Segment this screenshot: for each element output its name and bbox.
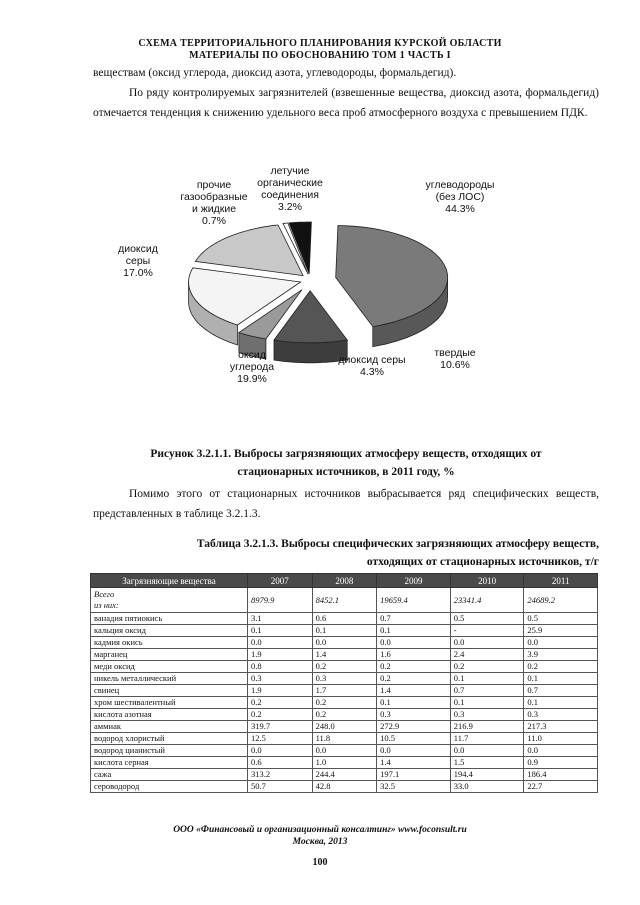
pie-slice <box>195 225 303 276</box>
emission-value: 197.1 <box>377 769 451 781</box>
emission-value: 0.0 <box>377 745 451 757</box>
emission-value: 1.9 <box>248 685 313 697</box>
emission-value: 3.1 <box>248 613 313 625</box>
emission-value: 0.2 <box>377 673 451 685</box>
slice-name-label: углеводороды <box>425 179 495 191</box>
emission-value: 50.7 <box>248 781 313 793</box>
footer <box>0 824 640 848</box>
slice-value-label: 17.0% <box>123 267 153 279</box>
slice-name-label: твердые <box>434 347 476 359</box>
total-label-line-2: из них: <box>94 600 119 610</box>
emission-value: 11.0 <box>524 733 598 745</box>
header-year: 2007 <box>248 574 313 588</box>
emission-value: 1.4 <box>312 649 377 661</box>
slice-value-label: 44.3% <box>445 203 475 215</box>
total-value: 19659.4 <box>377 588 451 613</box>
emission-value: 0.2 <box>312 697 377 709</box>
table-row <box>91 697 598 709</box>
header-substance: Загрязняющие вещества <box>91 574 248 588</box>
emission-value: 25.9 <box>524 625 598 637</box>
table-row <box>91 685 598 697</box>
slice-label <box>434 347 475 371</box>
emission-value: 0.1 <box>312 625 377 637</box>
emission-value: 0.2 <box>312 709 377 721</box>
emission-value: 0.3 <box>524 709 598 721</box>
substance-name: ванадия пятиокись <box>91 613 248 625</box>
substance-name: марганец <box>91 649 248 661</box>
emission-value: 1.4 <box>377 685 451 697</box>
header-year: 2010 <box>450 574 524 588</box>
slice-label <box>257 165 323 213</box>
emission-value: 0.3 <box>248 673 313 685</box>
header-year: 2008 <box>312 574 377 588</box>
substance-name: кадмия окись <box>91 637 248 649</box>
table-row <box>91 757 598 769</box>
substance-name: водород хлористый <box>91 733 248 745</box>
substance-name: сажа <box>91 769 248 781</box>
emission-value: 12.5 <box>248 733 313 745</box>
paragraph-2: По ряду контролируемых загрязнителей (взвешенные вещества, диоксид азота, формальдегид) отмечается тенденция к снижению удельного веса проб атмосферного воздуха с превышением ПДК. <box>93 87 599 119</box>
emission-value: 1.6 <box>377 649 451 661</box>
emissions-table <box>90 573 598 793</box>
header-line-1: СХЕМА ТЕРРИТОРИАЛЬНОГО ПЛАНИРОВАНИЯ КУРСКОЙ ОБЛАСТИ <box>138 38 502 49</box>
emission-value: 0.2 <box>377 661 451 673</box>
emission-value: 194.4 <box>450 769 524 781</box>
emission-value: 313.2 <box>248 769 313 781</box>
emission-value: 0.0 <box>312 745 377 757</box>
emission-value: 319.7 <box>248 721 313 733</box>
table-row <box>91 733 598 745</box>
emission-value: 1.0 <box>312 757 377 769</box>
table-row <box>91 637 598 649</box>
slice-label <box>230 349 274 385</box>
emission-value: 0.2 <box>450 661 524 673</box>
emission-value: 1.4 <box>377 757 451 769</box>
slice-name-label: углерода <box>229 361 275 373</box>
emission-value: 0.0 <box>248 745 313 757</box>
slice-name-label: диоксид <box>118 243 158 255</box>
table-header-row <box>91 574 598 588</box>
figure-caption-line-2: стационарных источников, в 2011 году, % <box>237 466 455 478</box>
emission-value: 272.9 <box>377 721 451 733</box>
emission-value: 22.7 <box>524 781 598 793</box>
slice-name-label: газообразные <box>180 191 248 203</box>
emission-value: 248.0 <box>312 721 377 733</box>
substance-name: сероводород <box>91 781 248 793</box>
emission-value: 0.0 <box>524 745 598 757</box>
footer-city: Москва, 2013 <box>292 837 348 847</box>
slice-name-label: прочие <box>196 179 232 191</box>
emission-value: 0.1 <box>248 625 313 637</box>
slice-value-label: 19.9% <box>237 373 267 385</box>
figure-caption-line-1: Рисунок 3.2.1.1. Выбросы загрязняющих атмосферу веществ, отходящих от <box>150 448 542 460</box>
slice-value-label: 4.3% <box>360 366 384 378</box>
slice-name-label: органические <box>257 177 323 189</box>
substance-name: кислота азотная <box>91 709 248 721</box>
slice-name-label: оксид <box>238 349 266 361</box>
emission-value: 1.9 <box>248 649 313 661</box>
total-value: 8452.1 <box>312 588 377 613</box>
emission-value: 244.4 <box>312 769 377 781</box>
slice-name-label: серы <box>125 255 151 267</box>
pie-chart <box>100 160 540 405</box>
figure-caption <box>93 445 599 481</box>
emission-value: 0.0 <box>377 637 451 649</box>
slice-value-label: 3.2% <box>278 201 302 213</box>
table-row-total <box>91 588 598 613</box>
emission-value: 0.1 <box>524 673 598 685</box>
emission-value: 0.1 <box>377 697 451 709</box>
slice-label <box>180 179 247 227</box>
table-row <box>91 721 598 733</box>
emission-value: 0.0 <box>248 637 313 649</box>
table-row <box>91 613 598 625</box>
slice-name-label: диоксид серы <box>338 354 406 366</box>
table-row <box>91 673 598 685</box>
emission-value: 3.9 <box>524 649 598 661</box>
emission-value: 0.7 <box>450 685 524 697</box>
emission-value: 32.5 <box>377 781 451 793</box>
substance-name: свинец <box>91 685 248 697</box>
pie-slice <box>274 291 347 343</box>
table-row <box>91 709 598 721</box>
slice-value-label: 0.7% <box>202 215 226 227</box>
table-row <box>91 781 598 793</box>
emission-value: 0.1 <box>377 625 451 637</box>
page-number: 100 <box>312 857 328 868</box>
substance-name: кальция оксид <box>91 625 248 637</box>
footer-company: ООО «Финансовый и организационный консалтинг» www.foconsult.ru <box>173 825 467 835</box>
total-value: 8979.9 <box>248 588 313 613</box>
emission-value: 0.0 <box>450 637 524 649</box>
table-row <box>91 625 598 637</box>
emission-value: 11.8 <box>312 733 377 745</box>
emission-value: 0.5 <box>524 613 598 625</box>
table-row <box>91 661 598 673</box>
emission-value: 0.3 <box>312 673 377 685</box>
table-caption-line-1: Таблица 3.2.1.3. Выбросы специфических загрязняющих атмосферу веществ, <box>196 538 599 550</box>
emission-value: 0.0 <box>312 637 377 649</box>
slice-name-label: летучие <box>270 165 310 177</box>
total-value: 24689.2 <box>524 588 598 613</box>
slice-label <box>426 179 495 215</box>
emission-value: 0.1 <box>450 673 524 685</box>
emission-value: 186.4 <box>524 769 598 781</box>
substance-name: меди оксид <box>91 661 248 673</box>
emission-value: 2.4 <box>450 649 524 661</box>
slice-name-label: соединения <box>261 189 319 201</box>
emission-value: 0.8 <box>248 661 313 673</box>
table-caption <box>93 535 599 571</box>
emission-value: 0.2 <box>524 661 598 673</box>
table-row <box>91 649 598 661</box>
emission-value: 0.0 <box>524 637 598 649</box>
emission-value: 217.3 <box>524 721 598 733</box>
emission-value: 0.1 <box>524 697 598 709</box>
emission-value: 0.3 <box>450 709 524 721</box>
emission-value: 0.9 <box>524 757 598 769</box>
substance-name: аммиак <box>91 721 248 733</box>
emission-value: 33.0 <box>450 781 524 793</box>
emission-value: 0.7 <box>524 685 598 697</box>
slice-label <box>118 243 158 279</box>
substance-name: водород цианистый <box>91 745 248 757</box>
emission-value: 0.2 <box>312 661 377 673</box>
header-line-2: МАТЕРИАЛЫ ПО ОБОСНОВАНИЮ ТОМ 1 ЧАСТЬ I <box>189 50 451 61</box>
emission-value: - <box>450 625 524 637</box>
emission-value: 11.7 <box>450 733 524 745</box>
emission-value: 0.2 <box>248 709 313 721</box>
emission-value: 42.8 <box>312 781 377 793</box>
substance-name: кислота серная <box>91 757 248 769</box>
pie-slice-side <box>274 340 347 363</box>
total-label-line-1: Всего <box>94 589 115 599</box>
paragraph-3: Помимо этого от стационарных источников выбрасывается ряд специфических веществ, представленных в таблице 3.2.1.3. <box>93 488 599 520</box>
emission-value: 0.3 <box>377 709 451 721</box>
emission-value: 1.7 <box>312 685 377 697</box>
slice-name-label: и жидкие <box>191 203 237 215</box>
substance-name: хром шестивалентный <box>91 697 248 709</box>
emission-value: 0.7 <box>377 613 451 625</box>
header-year: 2011 <box>524 574 598 588</box>
emission-value: 10.5 <box>377 733 451 745</box>
emission-value: 0.6 <box>248 757 313 769</box>
slice-name-label: (без ЛОС) <box>435 191 485 203</box>
emission-value: 0.5 <box>450 613 524 625</box>
header-year: 2009 <box>377 574 451 588</box>
table-row <box>91 745 598 757</box>
emission-value: 0.6 <box>312 613 377 625</box>
emission-value: 216.9 <box>450 721 524 733</box>
emission-value: 0.1 <box>450 697 524 709</box>
slice-label <box>338 354 405 378</box>
slice-value-label: 10.6% <box>440 359 470 371</box>
total-value: 23341.4 <box>450 588 524 613</box>
emission-value: 0.2 <box>248 697 313 709</box>
total-label <box>91 588 248 613</box>
document-header <box>0 38 640 62</box>
emission-value: 0.0 <box>450 745 524 757</box>
paragraph-1: веществам (оксид углерода, диоксид азота, углеводороды, формальдегид). <box>93 67 457 79</box>
table-caption-line-2: отходящих от стационарных источников, т/г <box>366 556 599 568</box>
table-row <box>91 769 598 781</box>
substance-name: никель металлический <box>91 673 248 685</box>
emission-value: 1.5 <box>450 757 524 769</box>
